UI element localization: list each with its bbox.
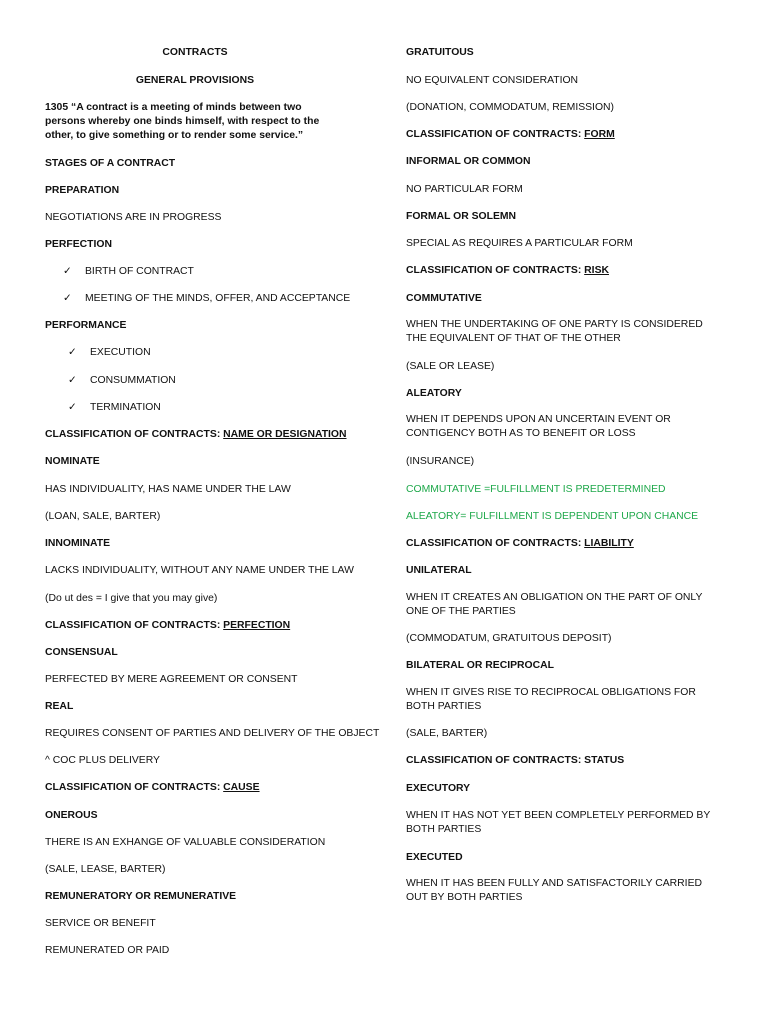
executed-desc: WHEN IT HAS BEEN FULLY AND SATISFACTORILY CARRIED OUT BY BOTH PARTIES (406, 878, 703, 903)
document-title: CONTRACTS (162, 47, 228, 58)
preparation-heading: PREPARATION (45, 185, 120, 196)
list-item: ✓ CONSUMMATION (68, 375, 176, 386)
aleatory-note: ALEATORY= FULFILLMENT IS DEPENDENT UPON CHANCE (406, 511, 699, 522)
real-desc: REQUIRES CONSENT OF PARTIES AND DELIVERY OF THE OBJECT (45, 728, 380, 739)
commutative-examples: (SALE OR LEASE) (406, 361, 495, 372)
document-subtitle: GENERAL PROVISIONS (135, 75, 255, 86)
remuneratory-desc: SERVICE OR BENEFIT (45, 918, 156, 929)
onerous-examples: (SALE, LEASE, BARTER) (45, 864, 166, 875)
commutative-note: COMMUTATIVE =FULFILLMENT IS PREDETERMINED (406, 484, 666, 495)
commutative-heading: COMMUTATIVE (406, 293, 482, 304)
list-item: ✓ BIRTH OF CONTRACT (63, 266, 194, 277)
formal-heading: FORMAL OR SOLEMN (406, 211, 517, 222)
article-1305: 1305 “A contract is a meeting of minds between two persons whereby one binds himself, with respect to the other, to give something or to render some service.” (45, 102, 320, 141)
innominate-desc: LACKS INDIVIDUALITY, WITHOUT ANY NAME UNDER THE LAW (45, 565, 354, 576)
unilateral-heading: UNILATERAL (406, 565, 472, 576)
list-item: ✓ EXECUTION (68, 347, 151, 358)
innominate-heading: INNOMINATE (45, 538, 111, 549)
stages-heading: STAGES OF A CONTRACT (45, 158, 176, 169)
informal-desc: NO PARTICULAR FORM (406, 184, 523, 195)
informal-heading: INFORMAL OR COMMON (406, 156, 531, 167)
aleatory-desc: WHEN IT DEPENDS UPON AN UNCERTAIN EVENT OR CONTIGENCY BOTH AS TO BENEFIT OR LOSS (406, 414, 671, 439)
executory-desc: WHEN IT HAS NOT YET BEEN COMPLETELY PERFORMED BY BOTH PARTIES (406, 810, 711, 835)
perfection-heading: PERFECTION (45, 239, 112, 250)
onerous-heading: ONEROUS (45, 810, 98, 821)
onerous-desc: THERE IS AN EXHANGE OF VALUABLE CONSIDERATION (45, 837, 326, 848)
classification-heading: CLASSIFICATION OF CONTRACTS: NAME OR DESIGNATION (45, 429, 347, 440)
gratuitous-examples: (DONATION, COMMODATUM, REMISSION) (406, 102, 614, 113)
commutative-desc: WHEN THE UNDERTAKING OF ONE PARTY IS CONSIDERED THE EQUIVALENT OF THAT OF THE OTHER (406, 319, 703, 344)
bilateral-desc: WHEN IT GIVES RISE TO RECIPROCAL OBLIGATIONS FOR BOTH PARTIES (406, 687, 696, 712)
executory-heading: EXECUTORY (406, 783, 471, 794)
remuneratory-desc-2: REMUNERATED OR PAID (45, 945, 170, 956)
preparation-desc: NEGOTIATIONS ARE IN PROGRESS (45, 212, 222, 223)
classification-heading: CLASSIFICATION OF CONTRACTS: PERFECTION (45, 620, 291, 631)
classification-heading: CLASSIFICATION OF CONTRACTS: LIABILITY (406, 538, 634, 549)
nominate-desc: HAS INDIVIDUALITY, HAS NAME UNDER THE LAW (45, 484, 291, 495)
classification-heading-status: CLASSIFICATION OF CONTRACTS: STATUS (406, 755, 625, 766)
list-item: ✓ MEETING OF THE MINDS, OFFER, AND ACCEPTANCE (63, 293, 351, 304)
bilateral-heading: BILATERAL OR RECIPROCAL (406, 660, 554, 671)
real-heading: REAL (45, 701, 74, 712)
real-note: ^ COC PLUS DELIVERY (45, 755, 160, 766)
nominate-examples: (LOAN, SALE, BARTER) (45, 511, 161, 522)
check-icon: ✓ (63, 293, 72, 304)
classification-heading: CLASSIFICATION OF CONTRACTS: FORM (406, 129, 615, 140)
classification-heading: CLASSIFICATION OF CONTRACTS: CAUSE (45, 782, 260, 793)
check-icon: ✓ (68, 347, 77, 358)
consensual-desc: PERFECTED BY MERE AGREEMENT OR CONSENT (45, 674, 298, 685)
check-icon: ✓ (68, 375, 77, 386)
classification-heading: CLASSIFICATION OF CONTRACTS: RISK (406, 265, 609, 276)
consensual-heading: CONSENSUAL (45, 647, 118, 658)
innominate-examples: (Do ut des = I give that you may give) (45, 593, 218, 604)
nominate-heading: NOMINATE (45, 456, 100, 467)
check-icon: ✓ (68, 402, 77, 413)
aleatory-examples: (INSURANCE) (406, 456, 475, 467)
executed-heading: EXECUTED (406, 852, 463, 863)
formal-desc: SPECIAL AS REQUIRES A PARTICULAR FORM (406, 238, 633, 249)
check-icon: ✓ (63, 266, 72, 277)
gratuitous-heading: GRATUITOUS (406, 47, 474, 58)
unilateral-desc: WHEN IT CREATES AN OBLIGATION ON THE PART OF ONLY ONE OF THE PARTIES (406, 592, 703, 617)
remuneratory-heading: REMUNERATORY OR REMUNERATIVE (45, 891, 237, 902)
performance-heading: PERFORMANCE (45, 320, 127, 331)
bilateral-examples: (SALE, BARTER) (406, 728, 488, 739)
gratuitous-desc: NO EQUIVALENT CONSIDERATION (406, 75, 579, 86)
aleatory-heading: ALEATORY (406, 388, 462, 399)
list-item: ✓ TERMINATION (68, 402, 161, 413)
unilateral-examples: (COMMODATUM, GRATUITOUS DEPOSIT) (406, 633, 612, 644)
